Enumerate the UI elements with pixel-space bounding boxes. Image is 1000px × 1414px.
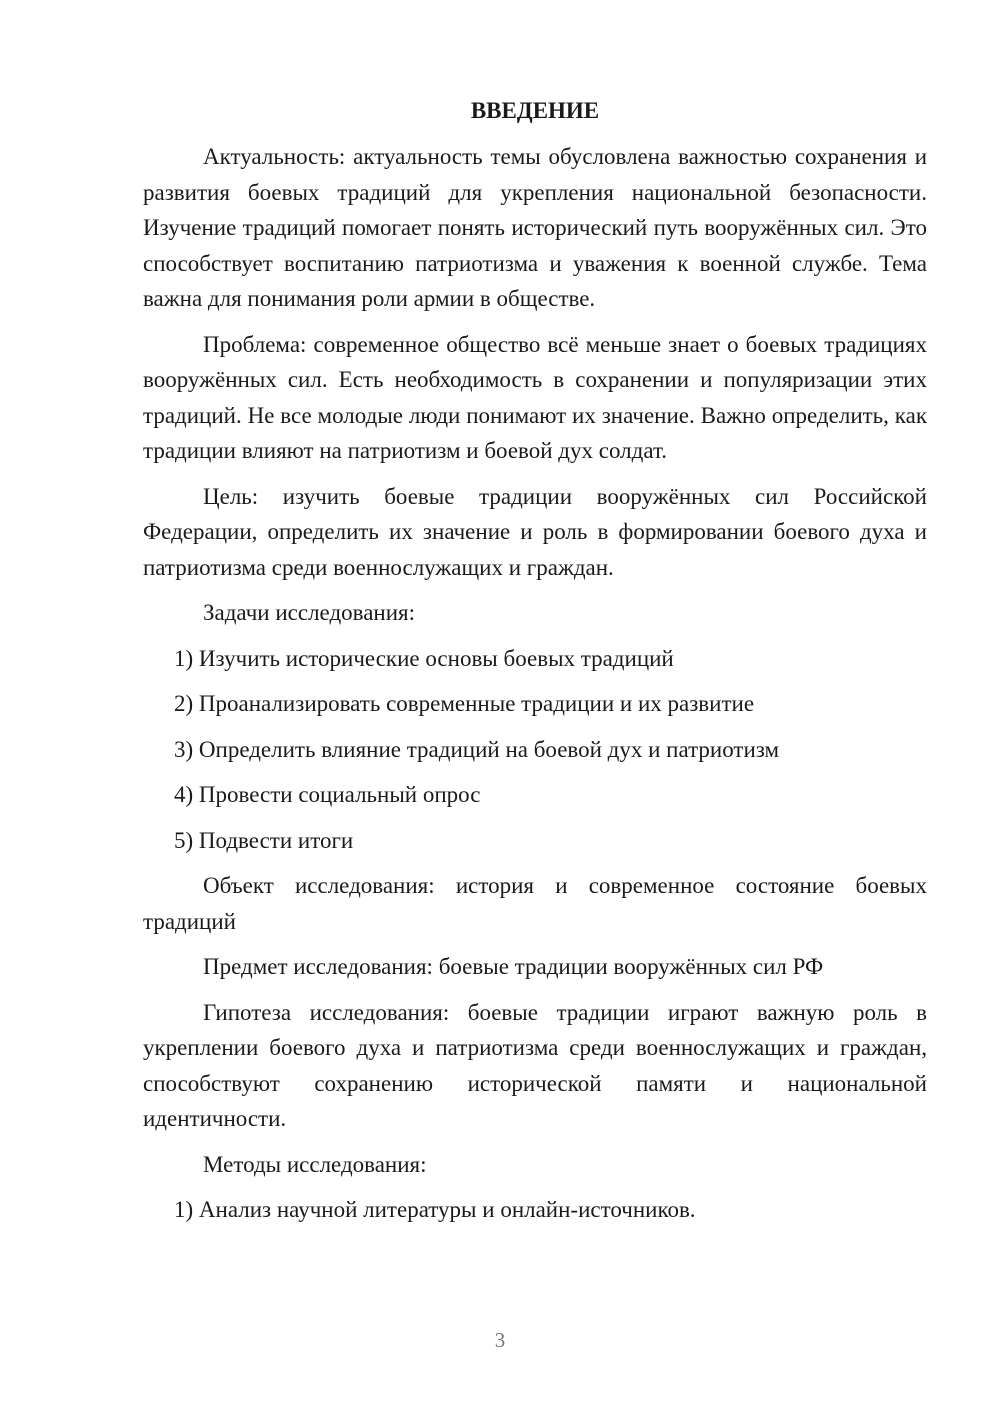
goal-paragraph: Цель: изучить боевые традиции вооружённых сил Российской Федерации, определить их значение и роль в формировании боевого духа и патриотизма среди военнослужащих и граждан. [143, 483, 927, 580]
task-item-1: 1) Изучить исторические основы боевых традиций [174, 645, 674, 671]
task-item-3: 3) Определить влияние традиций на боевой дух и патриотизм [174, 736, 780, 762]
task-item-4: 4) Провести социальный опрос [174, 782, 481, 807]
page-number: 3 [494, 1328, 506, 1352]
tasks-heading: Задачи исследования: [203, 600, 416, 625]
relevance-paragraph: Актуальность: актуальность темы обусловлена важностью сохранения и развития боевых традиций для укрепления национальной безопасности. Изучение традиций помогает понять исторический путь вооружённых сил. Это способствует воспитанию патриотизма и уважения к военной службе. Тема важна для понимания роли армии в обществе. [143, 144, 927, 311]
hypothesis-paragraph: Гипотеза исследования: боевые традиции играют важную роль в укреплении боевого духа и патриотизма среди военнослужащих и граждан, способствуют сохранению исторической памяти и национальной идентичности. [143, 999, 927, 1131]
task-item-5: 5) Подвести итоги [174, 827, 354, 853]
method-item-1: 1) Анализ научной литературы и онлайн-источников. [174, 1197, 696, 1222]
subject-paragraph: Предмет исследования: боевые традиции вооружённых сил РФ [203, 954, 824, 979]
document-body [143, 95, 927, 1238]
methods-heading: Методы исследования: [203, 1151, 427, 1177]
object-paragraph: Объект исследования: история и современное состояние боевых традиций [143, 873, 927, 934]
problem-paragraph: Проблема: современное общество всё меньше знает о боевых традициях вооружённых сил. Есть необходимость в сохранении и популяризации этих традиций. Не все молодые люди понимают их значение. Важно определить, как традиции влияют на патриотизм и боевой дух солдат. [143, 331, 927, 463]
task-item-2: 2) Проанализировать современные традиции и их развитие [174, 691, 755, 716]
section-title: ВВЕДЕНИЕ [470, 98, 600, 123]
